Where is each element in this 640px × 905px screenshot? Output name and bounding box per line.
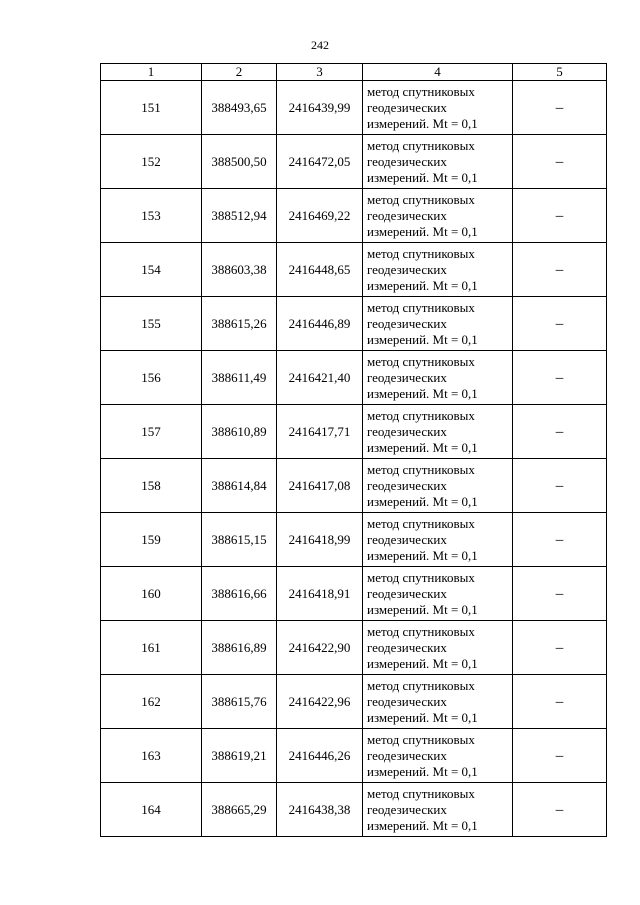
x-coordinate-cell: 388512,94 (202, 189, 277, 243)
note-cell: – (513, 675, 607, 729)
y-coordinate-cell: 2416422,96 (277, 675, 363, 729)
point-number-cell: 161 (101, 621, 202, 675)
column-header: 3 (277, 64, 363, 81)
table-row (101, 297, 607, 351)
method-cell: метод спутниковых геодезических измерений. Mt = 0,1 (363, 351, 513, 405)
coordinates-table (100, 63, 607, 837)
method-cell: метод спутниковых геодезических измерений. Mt = 0,1 (363, 81, 513, 135)
x-coordinate-cell: 388603,38 (202, 243, 277, 297)
method-cell: метод спутниковых геодезических измерений. Mt = 0,1 (363, 135, 513, 189)
y-coordinate-cell: 2416446,26 (277, 729, 363, 783)
x-coordinate-cell: 388610,89 (202, 405, 277, 459)
column-header: 4 (363, 64, 513, 81)
point-number-cell: 151 (101, 81, 202, 135)
y-coordinate-cell: 2416422,90 (277, 621, 363, 675)
point-number-cell: 156 (101, 351, 202, 405)
note-cell: – (513, 297, 607, 351)
y-coordinate-cell: 2416448,65 (277, 243, 363, 297)
point-number-cell: 164 (101, 783, 202, 837)
y-coordinate-cell: 2416438,38 (277, 783, 363, 837)
table-row (101, 189, 607, 243)
method-cell: метод спутниковых геодезических измерений. Mt = 0,1 (363, 243, 513, 297)
table-row (101, 567, 607, 621)
method-cell: метод спутниковых геодезических измерений. Mt = 0,1 (363, 405, 513, 459)
x-coordinate-cell: 388619,21 (202, 729, 277, 783)
x-coordinate-cell: 388614,84 (202, 459, 277, 513)
method-cell: метод спутниковых геодезических измерений. Mt = 0,1 (363, 189, 513, 243)
method-cell: метод спутниковых геодезических измерений. Mt = 0,1 (363, 729, 513, 783)
method-cell: метод спутниковых геодезических измерений. Mt = 0,1 (363, 297, 513, 351)
note-cell: – (513, 783, 607, 837)
method-cell: метод спутниковых геодезических измерений. Mt = 0,1 (363, 459, 513, 513)
point-number-cell: 158 (101, 459, 202, 513)
table-row (101, 513, 607, 567)
x-coordinate-cell: 388616,66 (202, 567, 277, 621)
y-coordinate-cell: 2416472,05 (277, 135, 363, 189)
point-number-cell: 159 (101, 513, 202, 567)
note-cell: – (513, 567, 607, 621)
method-cell: метод спутниковых геодезических измерений. Mt = 0,1 (363, 675, 513, 729)
table-row (101, 405, 607, 459)
method-cell: метод спутниковых геодезических измерений. Mt = 0,1 (363, 513, 513, 567)
table-row (101, 459, 607, 513)
point-number-cell: 153 (101, 189, 202, 243)
point-number-cell: 160 (101, 567, 202, 621)
y-coordinate-cell: 2416417,08 (277, 459, 363, 513)
column-header: 2 (202, 64, 277, 81)
x-coordinate-cell: 388616,89 (202, 621, 277, 675)
x-coordinate-cell: 388665,29 (202, 783, 277, 837)
y-coordinate-cell: 2416421,40 (277, 351, 363, 405)
note-cell: – (513, 81, 607, 135)
note-cell: – (513, 243, 607, 297)
point-number-cell: 152 (101, 135, 202, 189)
table-row (101, 351, 607, 405)
x-coordinate-cell: 388493,65 (202, 81, 277, 135)
method-cell: метод спутниковых геодезических измерений. Mt = 0,1 (363, 621, 513, 675)
note-cell: – (513, 729, 607, 783)
method-cell: метод спутниковых геодезических измерений. Mt = 0,1 (363, 567, 513, 621)
table-header-row (101, 64, 607, 81)
page-number: 242 (311, 38, 329, 52)
x-coordinate-cell: 388500,50 (202, 135, 277, 189)
method-cell: метод спутниковых геодезических измерений. Mt = 0,1 (363, 783, 513, 837)
note-cell: – (513, 189, 607, 243)
y-coordinate-cell: 2416469,22 (277, 189, 363, 243)
y-coordinate-cell: 2416446,89 (277, 297, 363, 351)
point-number-cell: 162 (101, 675, 202, 729)
table-row (101, 243, 607, 297)
note-cell: – (513, 459, 607, 513)
y-coordinate-cell: 2416439,99 (277, 81, 363, 135)
point-number-cell: 154 (101, 243, 202, 297)
y-coordinate-cell: 2416418,91 (277, 567, 363, 621)
point-number-cell: 157 (101, 405, 202, 459)
table-row (101, 135, 607, 189)
point-number-cell: 163 (101, 729, 202, 783)
note-cell: – (513, 405, 607, 459)
table-row (101, 81, 607, 135)
x-coordinate-cell: 388615,26 (202, 297, 277, 351)
note-cell: – (513, 351, 607, 405)
table-row (101, 675, 607, 729)
x-coordinate-cell: 388611,49 (202, 351, 277, 405)
point-number-cell: 155 (101, 297, 202, 351)
y-coordinate-cell: 2416417,71 (277, 405, 363, 459)
column-header: 5 (513, 64, 607, 81)
note-cell: – (513, 135, 607, 189)
x-coordinate-cell: 388615,76 (202, 675, 277, 729)
column-header: 1 (101, 64, 202, 81)
x-coordinate-cell: 388615,15 (202, 513, 277, 567)
note-cell: – (513, 513, 607, 567)
note-cell: – (513, 621, 607, 675)
table-row (101, 783, 607, 837)
y-coordinate-cell: 2416418,99 (277, 513, 363, 567)
table-row (101, 621, 607, 675)
table-row (101, 729, 607, 783)
